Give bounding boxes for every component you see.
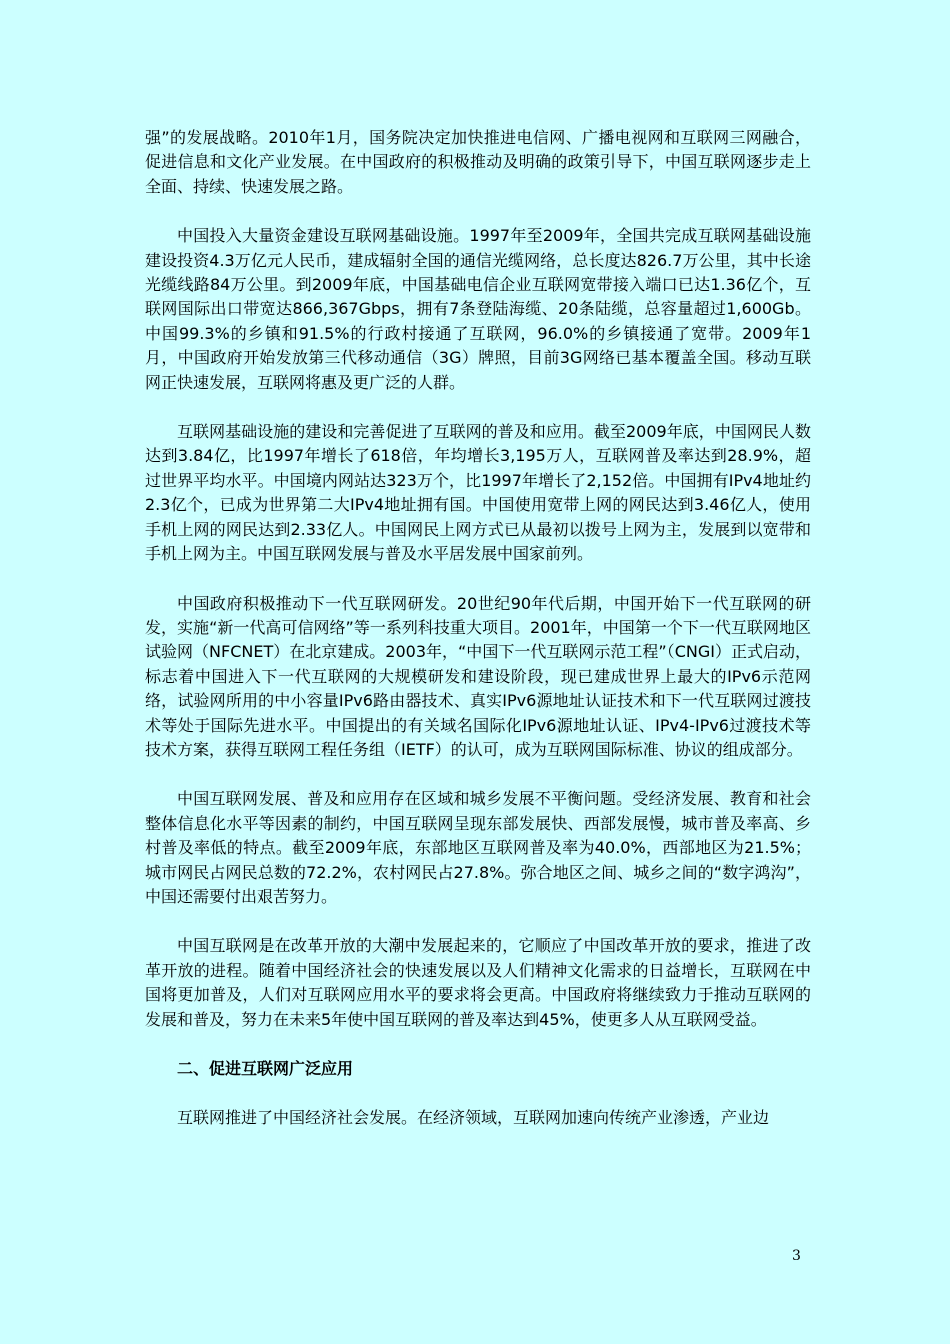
section-heading: 二、促进互联网广泛应用 (177, 1059, 354, 1078)
paragraph-adoption: 互联网基础设施的建设和完善促进了互联网的普及和应用。截至2009年底，中国网民人数达到3.84亿，比1997年增长了618倍，年均增长3,195万人，互联网普及率达到28.9%，超过世界平均水平。中国境内网站达323万个，比1997年增长了2,152倍。中国拥有IPv4地址约2.3亿个，已成为世界第二大IPv4地址拥有国。中国使用宽带上网的网民达到3.46亿人，使用手机上网的网民达到2.33亿人。中国网民上网方式已从最初以拨号上网为主，发展到以宽带和手机上网为主。中国互联网发展与普及水平居发展中国家前列。 (145, 422, 811, 564)
paragraph-infrastructure: 中国投入大量资金建设互联网基础设施。1997年至2009年，全国共完成互联网基础设施建设投资4.3万亿元人民币，建成辐射全国的通信光缆网络，总长度达826.7万公里，其中长途光缆线路84万公里。到2009年底，中国基础电信企业互联网宽带接入端口已达1.36亿个，互联网国际出口带宽达866,367Gbps，拥有7条登陆海缆、20条陆缆，总容量超过1,600Gb。中国99.3%的乡镇和91.5%的行政村接通了互联网，96.0%的乡镇接通了宽带。2009年1月，中国政府开始发放第三代移动通信（3G）牌照，目前3G网络已基本覆盖全国。移动互联网正快速发展，互联网将惠及更广泛的人群。 (145, 226, 811, 392)
paragraph-next-gen: 中国政府积极推动下一代互联网研发。20世纪90年代后期，中国开始下一代互联网的研发，实施“新一代高可信网络”等一系列科技重大项目。2001年，中国第一个下一代互联网地区试验网（NFCNET）在北京建成。2003年，“中国下一代互联网示范工程”（CNGI）正式启动，标志着中国进入下一代互联网的大规模研发和建设阶段，现已建成世界上最大的IPv6示范网络，试验网所用的中小容量IPv6路由器技术、真实IPv6源地址认证技术和下一代互联网过渡技术等处于国际先进水平。中国提出的有关域名国际化IPv6源地址认证、IPv4-IPv6过渡技术等技术方案，获得互联网工程任务组（IETF）的认可，成为互联网国际标准、协议的组成部分。 (145, 593, 811, 759)
paragraph-digital-divide: 中国互联网发展、普及和应用存在区域和城乡发展不平衡问题。受经济发展、教育和社会整体信息化水平等因素的制约，中国互联网呈现东部发展快、西部发展慢，城市普及率高、乡村普及率低的特点。截至2009年底，东部地区互联网普及率为40.0%，西部地区为21.5%；城市网民占网民总数的72.2%，农村网民占27.8%。弥合地区之间、城乡之间的“数字鸿沟”，中国还需要付出艰苦努力。 (145, 789, 811, 906)
paragraph-closing: 互联网推进了中国经济社会发展。在经济领域，互联网加速向传统产业渗透，产业边 (177, 1108, 770, 1128)
document-body (145, 126, 811, 1156)
paragraph-outlook: 中国互联网是在改革开放的大潮中发展起来的，它顺应了中国改革开放的要求，推进了改革开放的进程。随着中国经济社会的快速发展以及人们精神文化需求的日益增长，互联网在中国将更加普及，人们对互联网应用水平的要求将会更高。中国政府将继续致力于推动互联网的发展和普及，努力在未来5年使中国互联网的普及率达到45%，使更多人从互联网受益。 (145, 936, 811, 1029)
page-number: 3 (792, 1248, 801, 1264)
paragraph-continuation: 强”的发展战略。2010年1月，国务院决定加快推进电信网、广播电视网和互联网三网融合，促进信息和文化产业发展。在中国政府的积极推动及明确的政策引导下，中国互联网逐步走上全面、持续、快速发展之路。 (145, 128, 811, 196)
